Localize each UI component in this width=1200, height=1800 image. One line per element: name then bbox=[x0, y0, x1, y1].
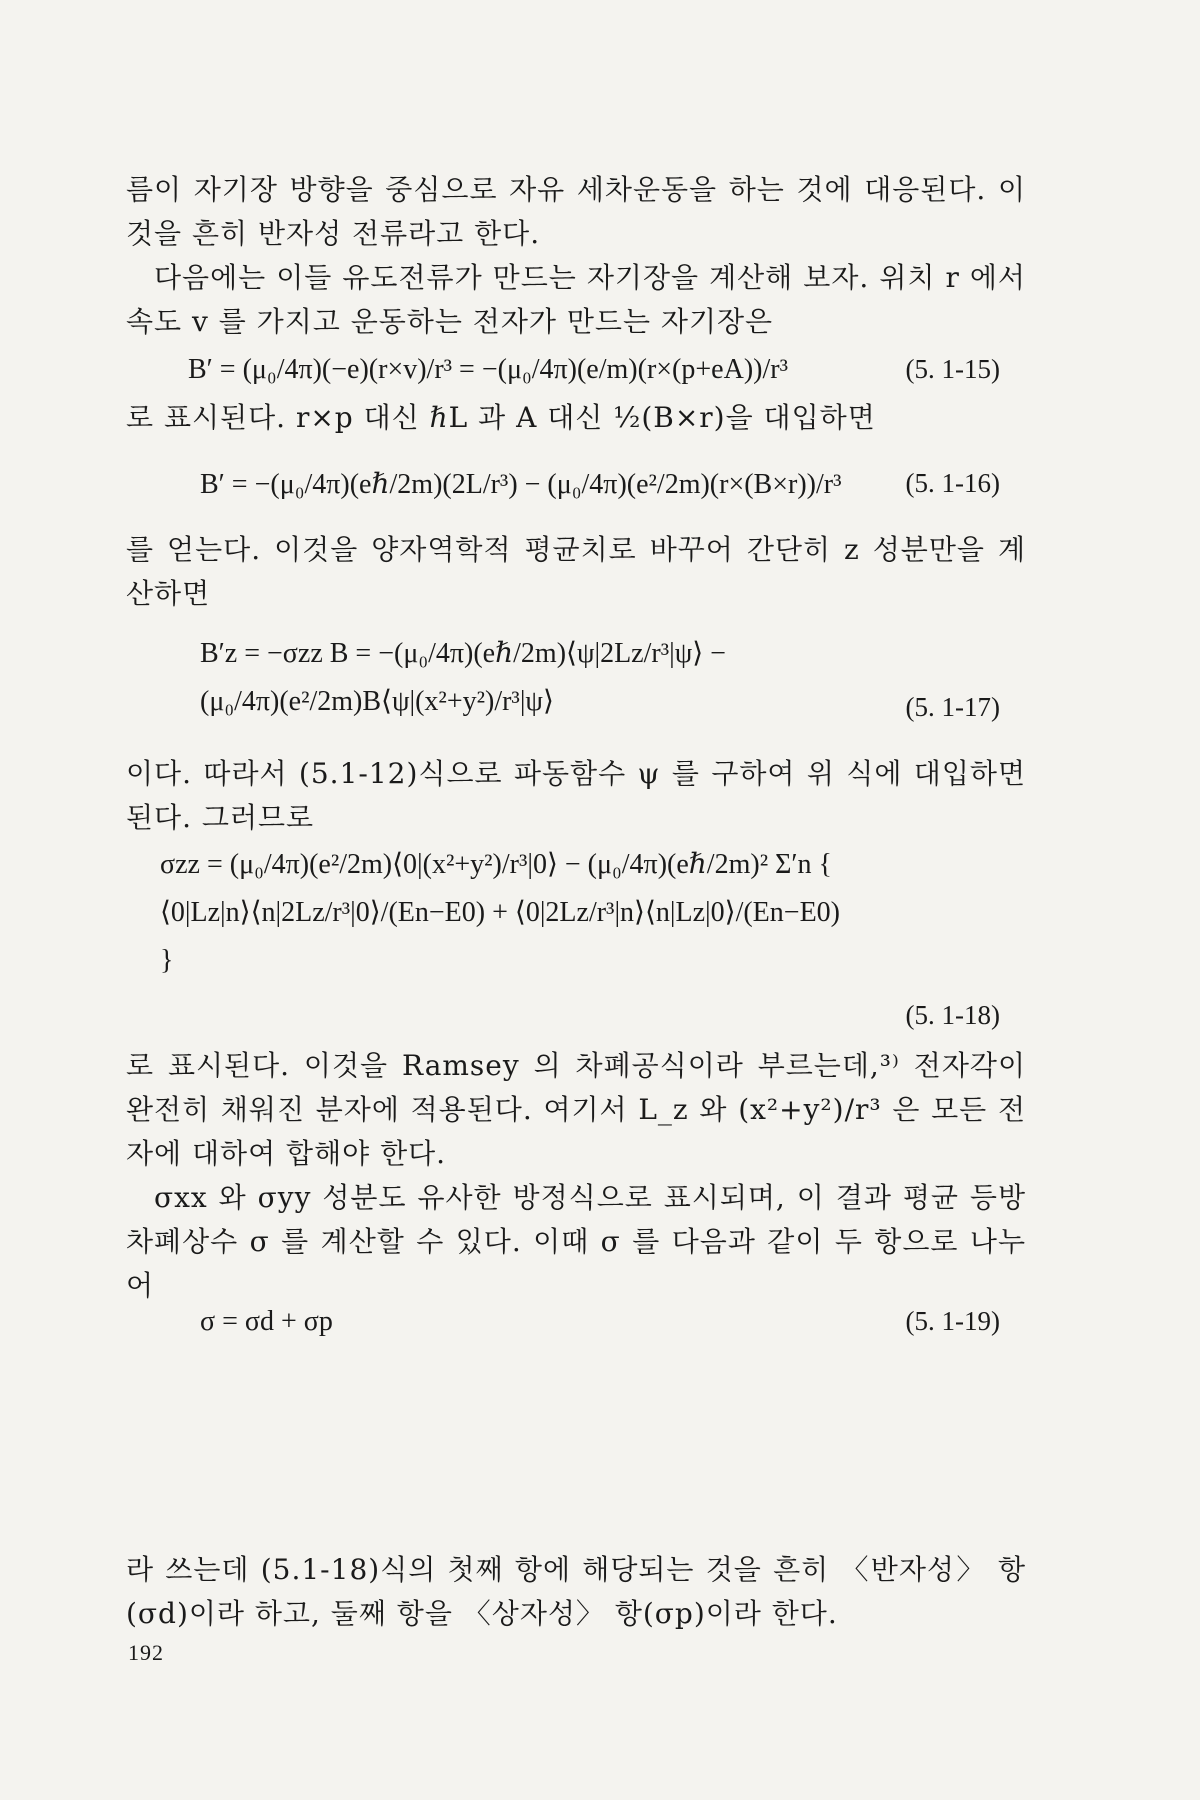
equation-number-5-1-15: (5. 1-15) bbox=[905, 354, 1000, 384]
paragraph-1: 름이 자기장 방향을 중심으로 자유 세차운동을 하는 것에 대응된다. 이것을 흔히 반자성 전류라고 한다. bbox=[126, 173, 1026, 250]
eq-19-body: σ = σd + σp bbox=[200, 1306, 333, 1337]
equation-number-5-1-17: (5. 1-17) bbox=[905, 692, 1000, 722]
paragraph-3: 로 표시된다. r×p 대신 ℏL 과 A 대신 ½(B×r)을 대입하면 bbox=[126, 401, 876, 434]
equation-5-1-15 bbox=[188, 338, 788, 402]
equation-number-5-1-16: (5. 1-16) bbox=[905, 468, 1000, 498]
paragraph-5: 이다. 따라서 (5.1-12)식으로 파동함수 ψ 를 구하여 위 식에 대입하면 된다. 그러므로 bbox=[126, 757, 1026, 834]
eq-15-body: B′ = (μ₀/4π)(−e)(r×v)/r³ = −(μ₀/4π)(e/m)(r×(p+eA))/r³ bbox=[188, 354, 788, 385]
equation-5-1-18 bbox=[160, 838, 860, 988]
eq-18-body: σzz = (μ₀/4π)(e²/2m)⟨0|(x²+y²)/r³|0⟩ − (μ₀/4π)(eℏ/2m)² Σ′n { ⟨0|Lz|n⟩⟨n|2Lz/r³|0⟩/(En−E0) + ⟨0|2Lz/r³|n⟩⟨n|Lz|0⟩/(En−E0) } bbox=[160, 849, 840, 976]
equation-number-5-1-19: (5. 1-19) bbox=[905, 1306, 1000, 1336]
paragraph-7: σxx 와 σyy 성분도 유사한 방정식으로 표시되며, 이 결과 평균 등방 차폐상수 σ 를 계산할 수 있다. 이때 σ 를 다음과 같이 두 항으로 나누어 bbox=[126, 1181, 1026, 1302]
paragraph-8: 라 쓰는데 (5.1-18)식의 첫째 항에 해당되는 것을 흔히 〈반자성〉 항 (σd)이라 하고, 둘째 항을 〈상자성〉 항(σp)이라 한다. bbox=[126, 1553, 1026, 1630]
paragraph-4: 를 얻는다. 이것을 양자역학적 평균치로 바꾸어 간단히 z 성분만을 계산하면 bbox=[126, 533, 1026, 610]
eq-17-body: B′z = −σzz B = −(μ₀/4π)(eℏ/2m)⟨ψ|2Lz/r³|ψ⟩ − (μ₀/4π)(e²/2m)B⟨ψ|(x²+y²)/r³|ψ⟩ bbox=[200, 638, 726, 717]
equation-5-1-16 bbox=[200, 452, 842, 516]
paragraph-2: 다음에는 이들 유도전류가 만드는 자기장을 계산해 보자. 위치 r 에서 속도 v 를 가지고 운동하는 전자가 만드는 자기장은 bbox=[126, 261, 1026, 338]
equation-5-1-17 bbox=[200, 618, 760, 738]
equation-number-5-1-18: (5. 1-18) bbox=[905, 1000, 1000, 1030]
paragraph-6: 로 표시된다. 이것을 Ramsey 의 차폐공식이라 부르는데,³⁾ 전자각이 완전히 채워진 분자에 적용된다. 여기서 L_z 와 (x²+y²)/r³ 은 모든 전자에 대하여 합해야 한다. bbox=[126, 1049, 1026, 1170]
page-number: 192 bbox=[128, 1640, 164, 1665]
equation-5-1-19 bbox=[200, 1290, 333, 1354]
eq-16-body: B′ = −(μ₀/4π)(eℏ/2m)(2L/r³) − (μ₀/4π)(e²/2m)(r×(B×r))/r³ bbox=[200, 469, 842, 500]
